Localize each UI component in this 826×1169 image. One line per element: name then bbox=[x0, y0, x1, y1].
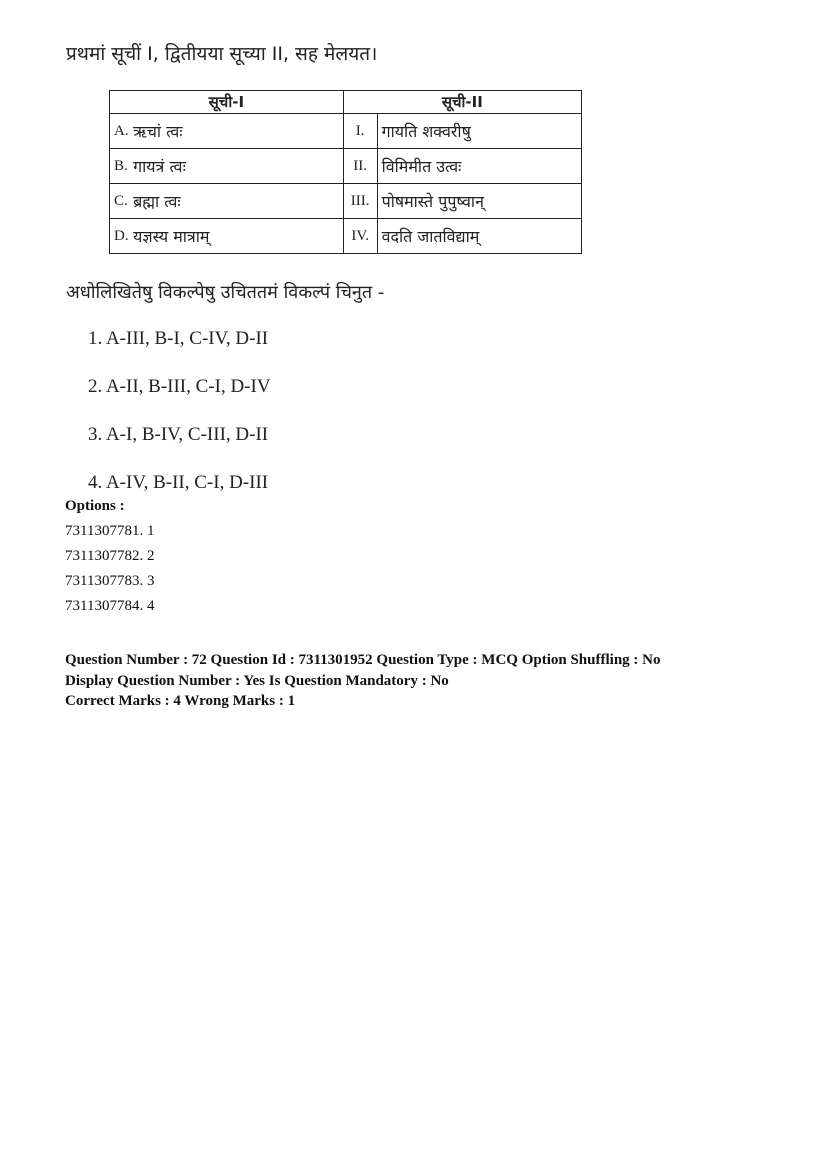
list-1-item: गायत्रं त्वः bbox=[129, 149, 343, 184]
meta-line-display: Display Question Number : Yes Is Question Mandatory : No bbox=[65, 672, 449, 689]
list-2-item: गायति शक्वरीषु bbox=[377, 114, 581, 149]
row-roman: II. bbox=[343, 149, 377, 184]
match-table bbox=[109, 90, 582, 254]
list-2-header: सूची-II bbox=[343, 91, 581, 114]
table-row bbox=[110, 114, 582, 149]
question-text: प्रथमां सूचीं I, द्वितीयया सूच्या II, सह मेलयत। bbox=[66, 43, 378, 65]
row-roman: I. bbox=[343, 114, 377, 149]
row-letter: B. bbox=[110, 149, 130, 184]
choice-item: 4. A-IV, B-II, C-I, D-III bbox=[88, 472, 269, 493]
table-row bbox=[110, 149, 582, 184]
row-letter: D. bbox=[110, 219, 130, 254]
instruction-text: अधोलिखितेषु विकल्पेषु उचिततमं विकल्पं चिनुत - bbox=[66, 282, 385, 303]
options-label: Options : bbox=[65, 498, 125, 514]
list-2-item: विमिमीत उत्वः bbox=[377, 149, 581, 184]
option-id-list bbox=[65, 523, 154, 623]
choice-item: 3. A-I, B-IV, C-III, D-II bbox=[88, 424, 269, 445]
choice-list bbox=[88, 328, 271, 520]
table-row bbox=[110, 184, 582, 219]
table-header-row bbox=[110, 91, 582, 114]
row-letter: A. bbox=[110, 114, 130, 149]
list-2-item: पोषमास्ते पुपुष्वान् bbox=[377, 184, 581, 219]
choice-item: 1. A-III, B-I, C-IV, D-II bbox=[88, 328, 269, 349]
choice-item: 2. A-II, B-III, C-I, D-IV bbox=[88, 376, 271, 397]
list-1-header: सूची-I bbox=[110, 91, 344, 114]
option-id: 7311307781. 1 bbox=[65, 523, 155, 539]
option-id: 7311307783. 3 bbox=[65, 573, 155, 589]
list-1-item: ब्रह्मा त्वः bbox=[129, 184, 343, 219]
list-1-item: यज्ञस्य मात्राम् bbox=[129, 219, 343, 254]
option-id: 7311307782. 2 bbox=[65, 548, 155, 564]
list-1-item: ऋचां त्वः bbox=[129, 114, 343, 149]
table-row bbox=[110, 219, 582, 254]
question-meta bbox=[65, 650, 661, 712]
row-roman: IV. bbox=[343, 219, 377, 254]
row-roman: III. bbox=[343, 184, 377, 219]
meta-line-question-number: Question Number : 72 Question Id : 7311301952 Question Type : MCQ Option Shuffling : No bbox=[65, 652, 661, 668]
list-2-item: वदति जातविद्याम् bbox=[377, 219, 581, 254]
option-id: 7311307784. 4 bbox=[65, 598, 155, 614]
row-letter: C. bbox=[110, 184, 130, 219]
meta-line-marks: Correct Marks : 4 Wrong Marks : 1 bbox=[65, 693, 296, 709]
